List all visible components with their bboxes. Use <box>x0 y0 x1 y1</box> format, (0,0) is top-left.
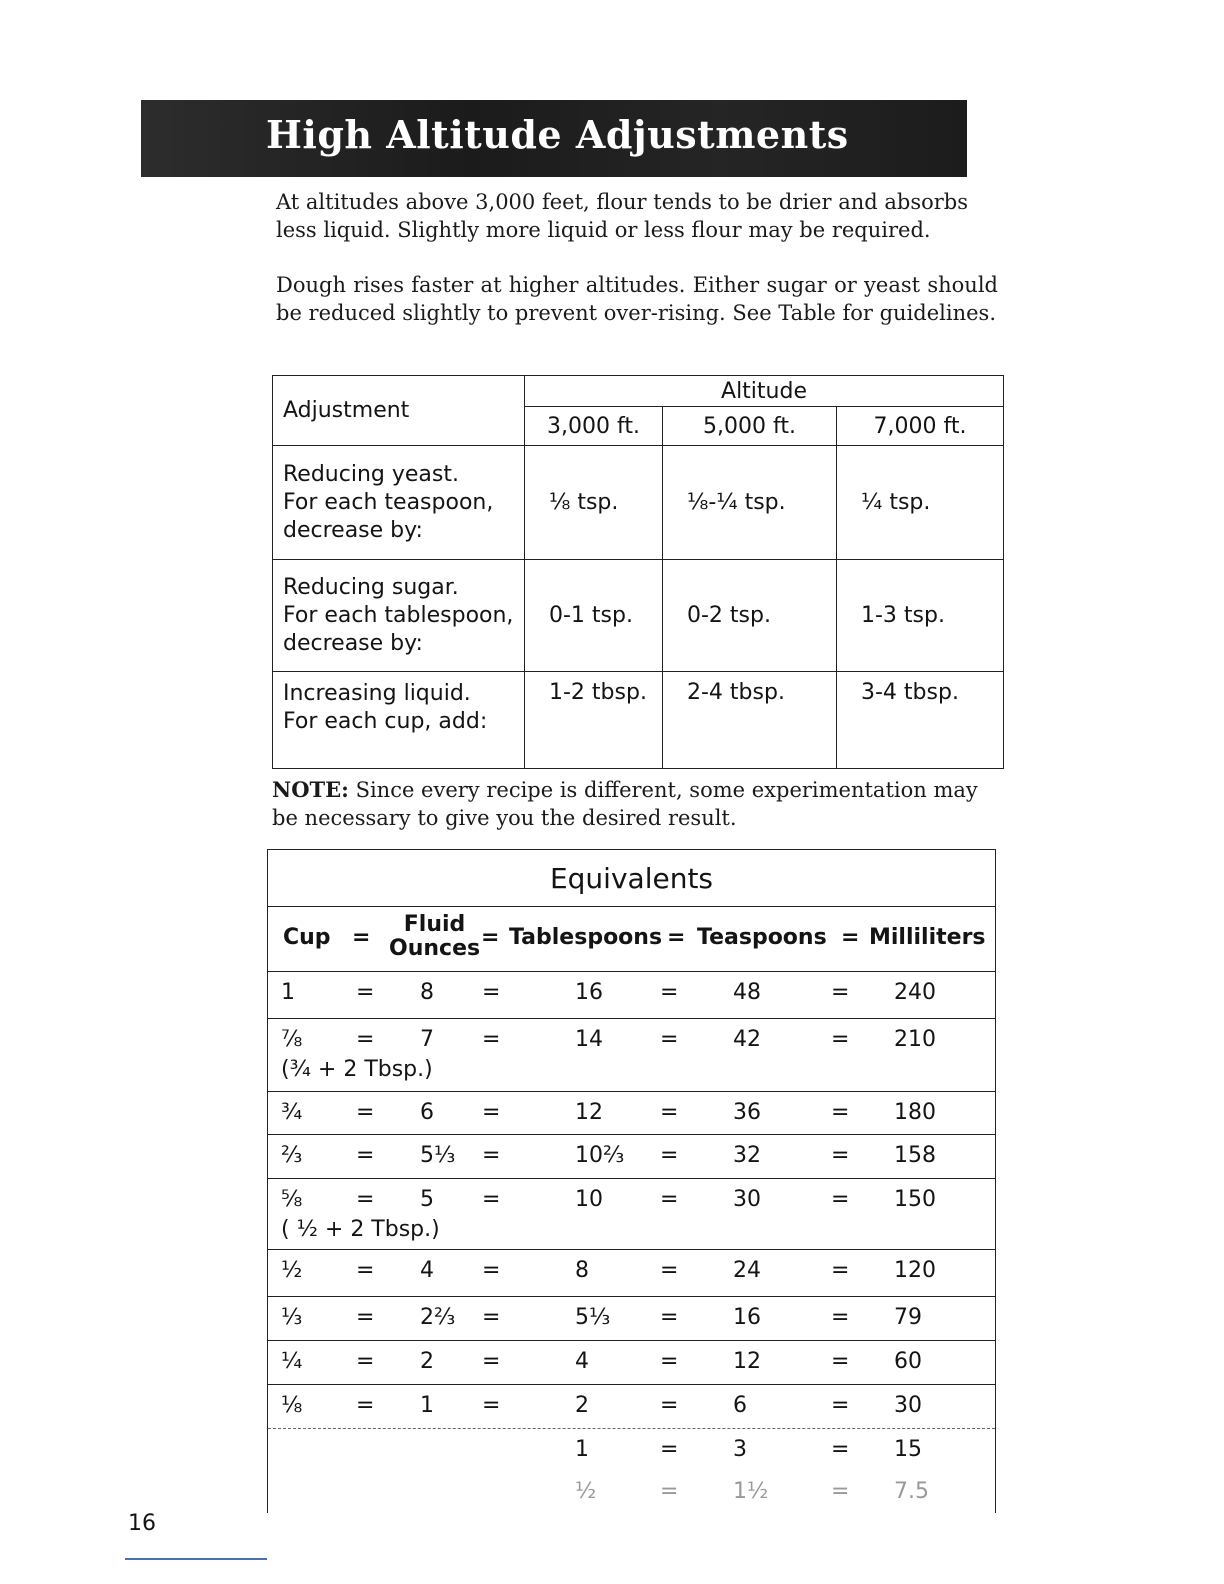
equivalents-row <box>268 972 996 1019</box>
cell-tbsp: 16 <box>575 980 603 1005</box>
equals-sign: = <box>356 1349 375 1374</box>
equivalents-row <box>268 1385 996 1429</box>
equals-sign: = <box>482 1393 501 1418</box>
cell-ml: 158 <box>894 1143 936 1168</box>
cell-cup: ⅔ <box>281 1143 303 1168</box>
label-line: For each teaspoon, <box>283 489 494 515</box>
equals-sign: = <box>482 1258 501 1283</box>
cell-tsp: 3 <box>733 1437 747 1462</box>
label-line: Reducing yeast. <box>283 461 459 487</box>
equals-sign: = <box>660 1437 679 1462</box>
equals-sign: = <box>356 1187 375 1212</box>
cell-oz: 8 <box>420 980 434 1005</box>
equals-sign: = <box>660 1187 679 1212</box>
intro-paragraph-1: At altitudes above 3,000 feet, flour tends to be drier and absorbs less liquid. Slightly more liquid or less flour may be required. <box>276 190 968 242</box>
equals-sign: = <box>660 1143 679 1168</box>
label-line: decrease by: <box>283 517 423 543</box>
cell-tbsp: ½ <box>575 1479 597 1504</box>
adjustment-header: Adjustment <box>273 376 525 446</box>
equivalents-header-row <box>268 907 996 972</box>
cell-cup: ⅞ <box>281 1027 303 1052</box>
label-line: For each cup, add: <box>283 709 488 734</box>
cell-tsp: 42 <box>733 1027 761 1052</box>
equals-sign: = <box>356 1027 375 1052</box>
equals-sign: = <box>660 1305 679 1330</box>
cell-tbsp: 4 <box>575 1349 589 1374</box>
equivalents-row <box>268 1429 996 1472</box>
liquid-7000: 3-4 tbsp. <box>837 672 1004 769</box>
equals-sign: = <box>482 1349 501 1374</box>
cell-cup: 1 <box>281 980 295 1005</box>
cell-tsp: 36 <box>733 1100 761 1125</box>
equals-sign: = <box>831 1479 850 1504</box>
cell-oz: 6 <box>420 1100 434 1125</box>
cell-ml: 60 <box>894 1349 922 1374</box>
cell-ml: 120 <box>894 1258 936 1283</box>
cell-ml: 210 <box>894 1027 936 1052</box>
equals-sign: = <box>482 980 501 1005</box>
equivalents-row <box>268 1297 996 1341</box>
equals-sign: = <box>482 1027 501 1052</box>
footer-rule <box>125 1558 267 1560</box>
equals-sign: = <box>356 1305 375 1330</box>
label-line: decrease by: <box>283 630 423 656</box>
altitude-col-5000: 5,000 ft. <box>663 407 837 446</box>
cell-tbsp: 10 <box>575 1187 603 1212</box>
equivalents-row <box>268 1179 996 1250</box>
label-line: Increasing liquid. <box>283 681 471 706</box>
equals-sign: = <box>831 980 850 1005</box>
header-milliliters: Milliliters <box>869 925 986 950</box>
note-paragraph <box>272 776 998 832</box>
equals-sign: = <box>660 1258 679 1283</box>
equals-sign: = <box>356 1143 375 1168</box>
equivalents-row <box>268 1471 996 1513</box>
title-banner <box>141 100 967 177</box>
equivalents-row <box>268 1135 996 1179</box>
cell-ml: 79 <box>894 1305 922 1330</box>
cell-cup: ⅓ <box>281 1305 303 1330</box>
equals-sign: = <box>831 1187 850 1212</box>
cell-cup: ⅛ <box>281 1393 303 1418</box>
header-equals: = <box>352 925 371 950</box>
cell-tsp: 16 <box>733 1305 761 1330</box>
cell-tsp: 30 <box>733 1187 761 1212</box>
cell-oz: 1 <box>420 1393 434 1418</box>
sugar-7000: 1-3 tsp. <box>837 560 1004 672</box>
page-title: High Altitude Adjustments <box>266 112 849 157</box>
equals-sign: = <box>831 1349 850 1374</box>
equivalents-title: Equivalents <box>268 850 996 907</box>
cell-tbsp: 5⅓ <box>575 1305 611 1330</box>
equivalents-row <box>268 1341 996 1385</box>
equals-sign: = <box>660 980 679 1005</box>
cell-tsp: 48 <box>733 980 761 1005</box>
equivalents-table <box>267 849 996 1513</box>
header-teaspoons: Teaspoons <box>697 925 827 950</box>
equivalents-row <box>268 1019 996 1092</box>
yeast-label <box>273 446 525 560</box>
cell-tsp: 24 <box>733 1258 761 1283</box>
liquid-label <box>273 672 525 769</box>
header-fluid-ounces <box>389 913 480 961</box>
equals-sign: = <box>660 1100 679 1125</box>
equals-sign: = <box>482 1187 501 1212</box>
liquid-5000: 2-4 tbsp. <box>663 672 837 769</box>
equals-sign: = <box>831 1100 850 1125</box>
equals-sign: = <box>660 1479 679 1504</box>
equals-sign: = <box>482 1305 501 1330</box>
altitude-col-7000: 7,000 ft. <box>837 407 1004 446</box>
cell-cup: ⅝ <box>281 1187 303 1212</box>
cell-tbsp: 12 <box>575 1100 603 1125</box>
cell-ml: 180 <box>894 1100 936 1125</box>
cell-tbsp: 14 <box>575 1027 603 1052</box>
header-equals: = <box>667 925 686 950</box>
yeast-7000: ¼ tsp. <box>837 446 1004 560</box>
equals-sign: = <box>356 1258 375 1283</box>
equals-sign: = <box>831 1437 850 1462</box>
header-equals: = <box>481 925 500 950</box>
yeast-5000: ⅛-¼ tsp. <box>663 446 837 560</box>
equals-sign: = <box>660 1027 679 1052</box>
altitude-adjustment-table <box>272 375 1004 769</box>
label-line: For each tablespoon, <box>283 602 514 628</box>
header-ounces: Ounces <box>389 936 481 961</box>
cell-ml: 150 <box>894 1187 936 1212</box>
intro-paragraph-2: Dough rises faster at higher altitudes. Either sugar or yeast should be reduced slightly to prevent over-rising. See Table for guidelines. <box>276 273 998 325</box>
liquid-3000: 1-2 tbsp. <box>525 672 663 769</box>
label-line: Reducing sugar. <box>283 574 459 600</box>
cell-tbsp: 1 <box>575 1437 589 1462</box>
altitude-col-3000: 3,000 ft. <box>525 407 663 446</box>
header-equals: = <box>841 925 860 950</box>
cell-cup: ¼ <box>281 1349 303 1374</box>
page-number: 16 <box>128 1511 156 1536</box>
equals-sign: = <box>482 1143 501 1168</box>
note-label: NOTE: <box>272 777 349 802</box>
equals-sign: = <box>831 1393 850 1418</box>
cell-cup: ¾ <box>281 1100 303 1125</box>
equals-sign: = <box>831 1305 850 1330</box>
altitude-header: Altitude <box>525 376 1004 407</box>
equals-sign: = <box>356 1100 375 1125</box>
equals-sign: = <box>831 1258 850 1283</box>
cell-oz: 4 <box>420 1258 434 1283</box>
cell-ml: 7.5 <box>894 1479 929 1504</box>
equivalents-row <box>268 1092 996 1135</box>
cell-note: (¾ + 2 Tbsp.) <box>281 1057 433 1082</box>
equals-sign: = <box>660 1349 679 1374</box>
cell-oz: 2⅔ <box>420 1305 456 1330</box>
cell-tsp: 1½ <box>733 1479 769 1504</box>
equals-sign: = <box>482 1100 501 1125</box>
equals-sign: = <box>356 980 375 1005</box>
cell-tbsp: 10⅔ <box>575 1143 625 1168</box>
cell-oz: 5⅓ <box>420 1143 456 1168</box>
cell-tbsp: 2 <box>575 1393 589 1418</box>
cell-ml: 15 <box>894 1437 922 1462</box>
equals-sign: = <box>831 1143 850 1168</box>
equivalents-row <box>268 1250 996 1297</box>
equals-sign: = <box>356 1393 375 1418</box>
cell-tsp: 32 <box>733 1143 761 1168</box>
cell-tbsp: 8 <box>575 1258 589 1283</box>
note-text: Since every recipe is different, some experimentation may be necessary to give you the desired result. <box>272 778 978 830</box>
sugar-3000: 0-1 tsp. <box>525 560 663 672</box>
cell-tsp: 6 <box>733 1393 747 1418</box>
header-cup: Cup <box>283 925 331 950</box>
yeast-3000: ⅛ tsp. <box>525 446 663 560</box>
equals-sign: = <box>831 1027 850 1052</box>
sugar-label <box>273 560 525 672</box>
cell-ml: 240 <box>894 980 936 1005</box>
sugar-5000: 0-2 tsp. <box>663 560 837 672</box>
cell-note: ( ½ + 2 Tbsp.) <box>281 1217 440 1242</box>
cell-oz: 2 <box>420 1349 434 1374</box>
header-tablespoons: Tablespoons <box>509 925 663 950</box>
cell-oz: 7 <box>420 1027 434 1052</box>
header-fluid: Fluid <box>403 912 466 937</box>
cell-tsp: 12 <box>733 1349 761 1374</box>
cell-cup: ½ <box>281 1258 303 1283</box>
equals-sign: = <box>660 1393 679 1418</box>
cell-oz: 5 <box>420 1187 434 1212</box>
cell-ml: 30 <box>894 1393 922 1418</box>
